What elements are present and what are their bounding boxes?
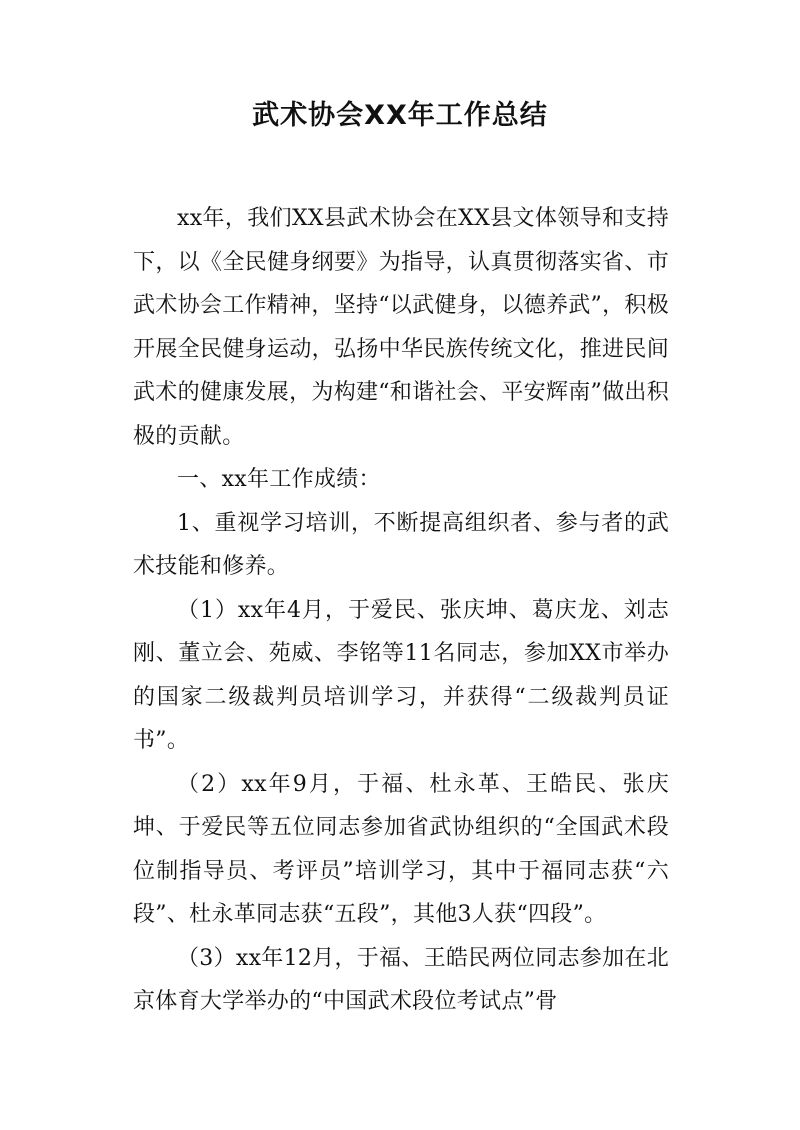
section-heading-achievements: 一、xx年工作成绩： (177, 467, 381, 492)
paragraph-item-1: 1、重视学习培训，不断提高组织者、参与者的武术技能和修养。 (133, 510, 669, 579)
paragraph-subitem-1: （1）xx年4月，于爱民、张庆坤、葛庆龙、刘志刚、董立会、苑威、李铭等11名同志，参加XX市举办的国家二级裁判员培训学习，并获得“二级裁判员证书”。 (133, 597, 669, 753)
paragraph-intro: xx年，我们XX县武术协会在XX县文体领导和支持下，以《全民健身纲要》为指导，认真贯彻落实省、市武术协会工作精神，坚持“以武健身，以德养武”，积极开展全民健身运动，弘扬中华民族传统文化，推进民间武术的健康发展，为构建“和谐社会、平安辉南”做出积极的贡献。 (133, 206, 669, 449)
document-body (133, 197, 669, 1024)
document-title: 武术协会XX年工作总结 (252, 100, 548, 131)
paragraph-subitem-2: （2）xx年9月，于福、杜永革、王皓民、张庆坤、于爱民等五位同志参加省武协组织的“全国武术段位制指导员、考评员”培训学习，其中于福同志获“六段”、杜永革同志获“五段”，其他3人获“四段”。 (133, 771, 669, 927)
paragraph-subitem-3: （3）xx年12月，于福、王皓民两位同志参加在北京体育大学举办的“中国武术段位考试点”骨 (133, 945, 670, 1014)
